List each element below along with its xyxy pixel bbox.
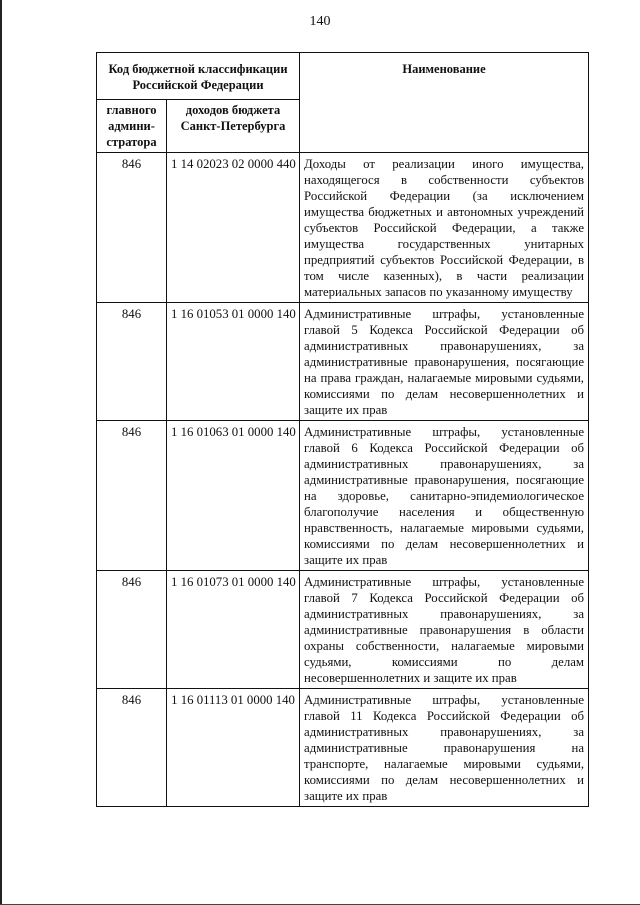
row-admin-code: 846: [97, 303, 167, 421]
budget-classification-table: [96, 52, 589, 807]
table-row: [97, 421, 589, 571]
row-description: Административные штрафы, установленные главой 7 Кодекса Российской Федерации об административных правонарушениях, за административные правонарушения в области охраны собственности, налагаемые мировыми судьями, комиссиями по делам несовершеннолетних и защите их прав: [300, 571, 589, 689]
table-header-row: [97, 53, 589, 100]
row-description: Административные штрафы, установленные главой 6 Кодекса Российской Федерации об административных правонарушениях, за административные правонарушения, посягающие на здоровье, санитарно-эпидемиологическое благополучие населения и общественную нравственность, налагаемые мировыми судьями, комиссиями по делам несовершеннолетних и защите их прав: [300, 421, 589, 571]
table-row: [97, 689, 589, 807]
table-row: [97, 571, 589, 689]
header-revenue: доходов бюджета Санкт-Петербурга: [167, 100, 300, 153]
header-name: Наименование: [300, 53, 589, 153]
table-row: [97, 303, 589, 421]
row-revenue-code: 1 14 02023 02 0000 440: [167, 153, 300, 303]
page-number: 140: [309, 14, 331, 29]
row-revenue-code: 1 16 01113 01 0000 140: [167, 689, 300, 807]
row-admin-code: 846: [97, 421, 167, 571]
row-description: Доходы от реализации иного имущества, находящегося в собственности субъектов Российской Федерации (за исключением имущества бюджетных и автономных учреждений субъектов Российской Федерации, а также имущества государственных унитарных предприятий субъектов Российской Федерации, в том числе казенных), в части реализации материальных запасов по указанному имуществу: [300, 153, 589, 303]
row-description: Административные штрафы, установленные главой 11 Кодекса Российской Федерации об административных правонарушениях, за административные правонарушения на транспорте, налагаемые мировыми судьями, комиссиями по делам несовершеннолетних и защите их прав: [300, 689, 589, 807]
row-revenue-code: 1 16 01063 01 0000 140: [167, 421, 300, 571]
scan-left-edge: [0, 0, 2, 905]
row-revenue-code: 1 16 01073 01 0000 140: [167, 571, 300, 689]
table-row: [97, 153, 589, 303]
header-code-group: Код бюджетной классификации Российской Федерации: [97, 53, 300, 100]
row-admin-code: 846: [97, 571, 167, 689]
row-description: Административные штрафы, установленные главой 5 Кодекса Российской Федерации об административных правонарушениях, за административные правонарушения, посягающие на права граждан, налагаемые мировыми судьями, комиссиями по делам несовершеннолетних и защите их прав: [300, 303, 589, 421]
header-admin: главного админи-стратора: [97, 100, 167, 153]
row-admin-code: 846: [97, 153, 167, 303]
row-admin-code: 846: [97, 689, 167, 807]
row-revenue-code: 1 16 01053 01 0000 140: [167, 303, 300, 421]
